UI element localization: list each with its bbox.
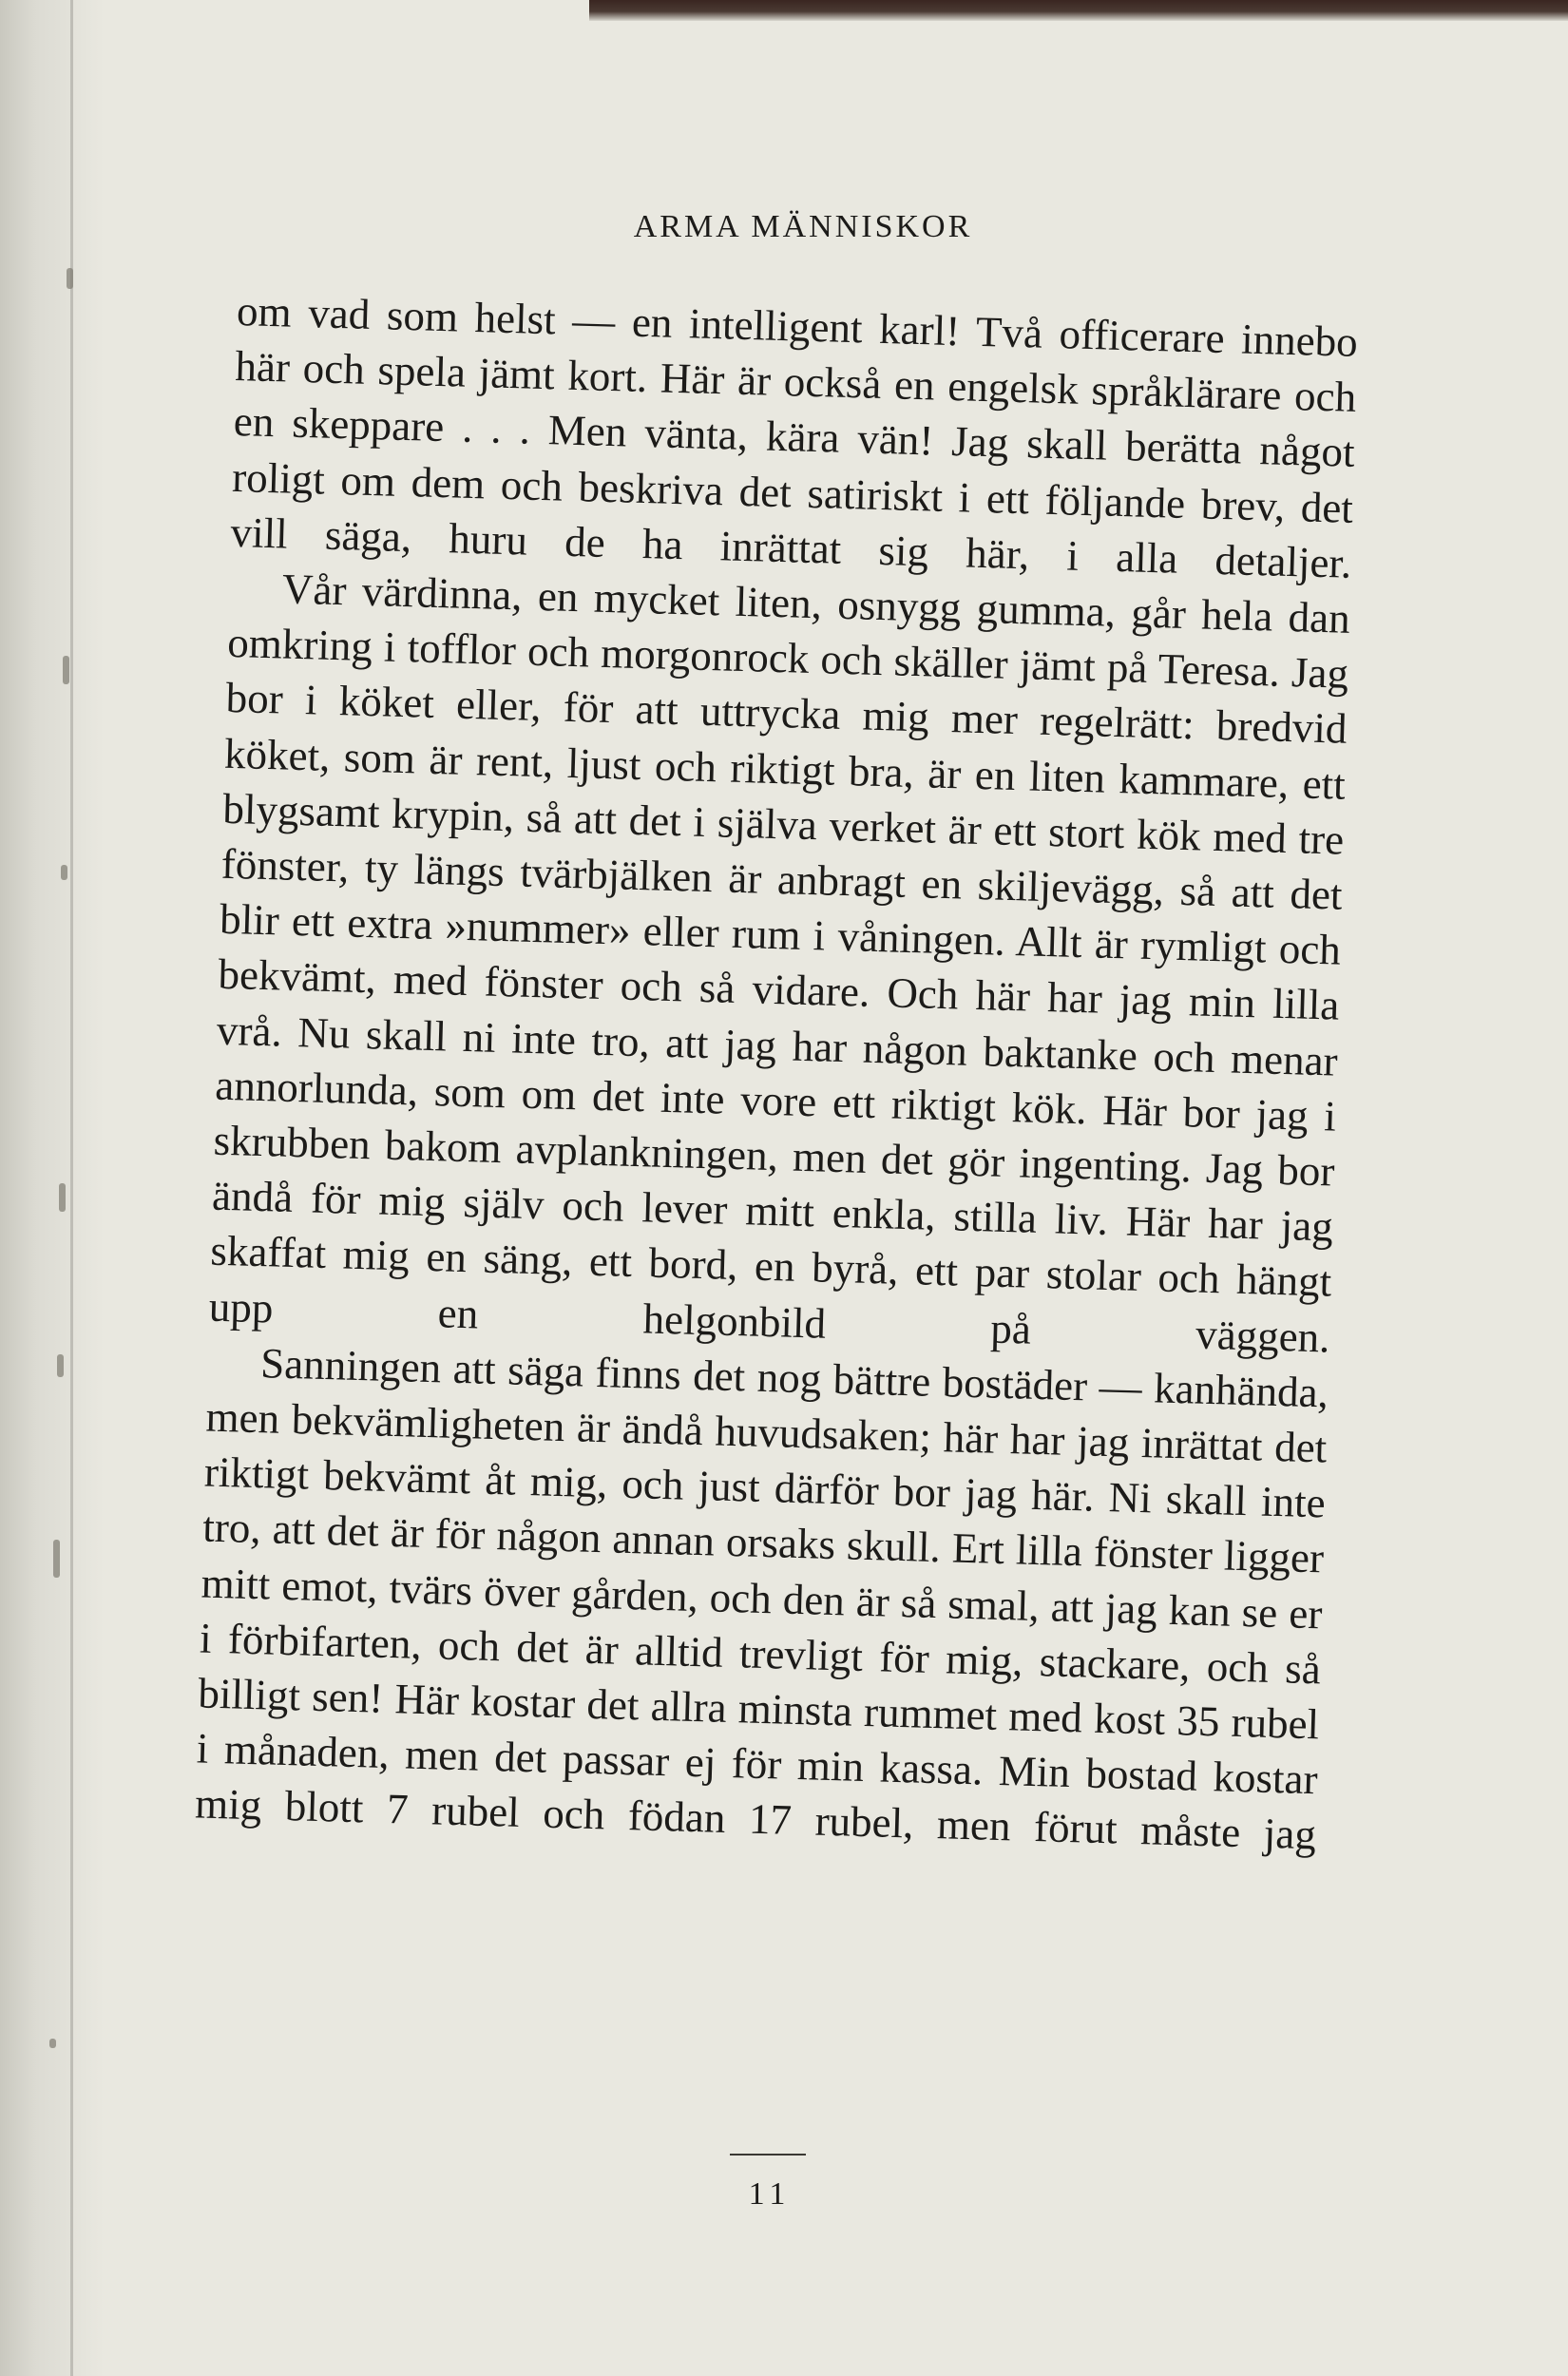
running-head: ARMA MÄNNISKOR (633, 209, 973, 244)
folio-rule (730, 2154, 806, 2156)
binding-thread-mark (59, 1183, 66, 1212)
body-text (194, 283, 1358, 1863)
book-cover-edge (589, 0, 1568, 21)
paragraph: Sanningen att säga finns det nog bättre bostäder — kanhända, men bekvämligheten är ändå huvudsaken; här har jag inrättat det riktigt bekvämt åt mig, och just därför bor jag här. Ni skall inte tro, att det är för någon annan orsaks skull. Ert lilla fönster ligger mitt emot, tvärs över gården, och den är så smal, att jag kan se er i förbifarten, och det är alltid trevligt för mig, stackare, och så billigt sen! Här kostar det allra minsta rummet med kost 35 rubel i månaden, men det passar ej för min kassa. Min bostad kostar mig blott 7 rubel och födan 17 rubel, men förut måste jag (194, 1338, 1329, 1859)
gutter-fold (70, 0, 73, 2376)
binding-thread-mark (57, 1354, 64, 1377)
binding-thread-mark (49, 2039, 56, 2048)
binding-thread-mark (53, 1540, 60, 1578)
page-number: 11 (748, 2176, 792, 2212)
book-page (194, 209, 1359, 1859)
binding-thread-mark (61, 865, 67, 880)
binding-thread-mark (63, 656, 69, 684)
paragraph: Vår värdinna, en mycket liten, osnygg gumma, går hela dan omkring i tofflor och morgonrock och skäller jämt på Teresa. Jag bor i köket eller, för att uttrycka mig mer regelrätt: bredvid köket, som är rent, ljust och riktigt bra, är en liten kammare, ett blygsamt krypin, så att det i själva verket är ett stort kök med tre fönster, ty längs tvärbjälken är anbragt en skiljevägg, så att det blir ett extra »nummer» eller rum i våningen. Allt är rymligt och bekvämt, med fönster och så vidare. Och här har jag min lilla vrå. Nu skall ni inte tro, att jag har någon baktanke och menar annorlunda, som om det inte vore ett riktigt kök. Här bor jag i skrubben bakom avplankningen, men det gör ingenting. Jag bor ändå för mig själv och lever mitt enkla, stilla liv. Här har jag skaffat mig en säng, ett bord, en byrå, ett par stolar och hängt upp en helgonbild på väggen. (208, 565, 1351, 1362)
paragraph: om vad som helst — en intelligent karl! Två officerare innebo här och spela jämt kort. Här är också en engelsk språklärare och en skeppare . . . Men vänta, kära vän! Jag skall berätta något roligt om dem och beskriva det satiriskt i ett följande brev, det vill säga, huru de ha inrättat sig här, i alla detaljer. (229, 286, 1359, 587)
gutter-shadow (0, 0, 105, 2376)
binding-thread-mark (67, 268, 73, 289)
